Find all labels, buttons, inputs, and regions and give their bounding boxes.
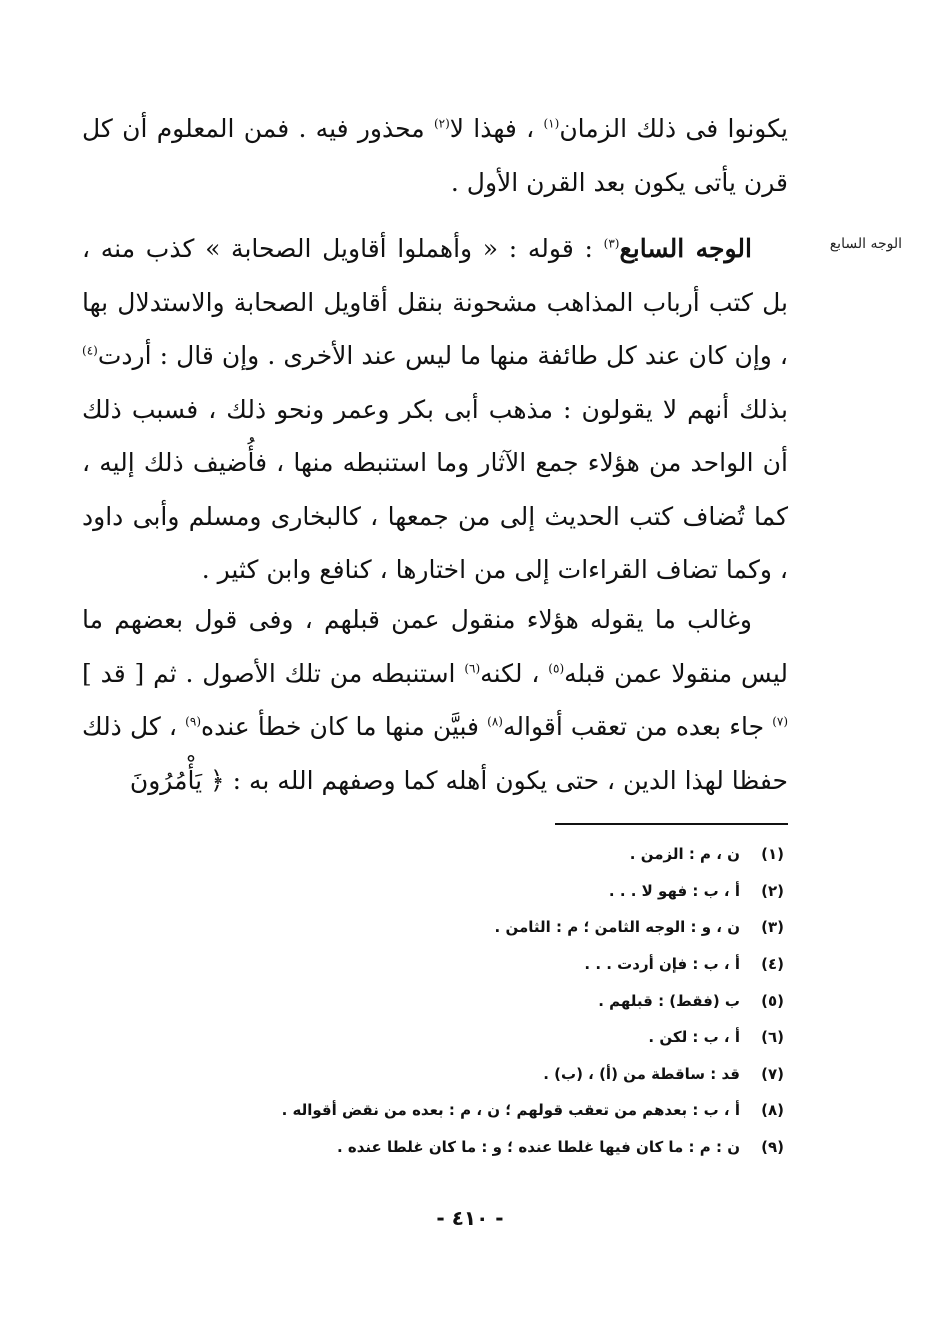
paragraph-1-text bbox=[82, 102, 788, 209]
footnote-ref: (٣) bbox=[603, 236, 620, 251]
footnote-text: ن : م : ما كان فيها غلطا عنده ؛ و : ما كان غلطا عنده . bbox=[336, 1138, 740, 1157]
footnote-number: (٦) bbox=[761, 1028, 784, 1047]
text-run: ، لكنه bbox=[480, 658, 540, 688]
text-run: يكونوا فى ذلك الزمان bbox=[559, 114, 788, 143]
text-run: : قوله : « وأهملوا أقاويل الصحابة » كذب منه ، بل كتب أرباب المذاهب مشحونة بنقل أقاويل الصحابة والاستدلال بها ، وإن كان عند كل طائفة منها ما ليس عند الأخرى . وإن قال : أردت bbox=[82, 234, 788, 370]
section-lead: الوجه السابع bbox=[619, 234, 752, 263]
footnote-item bbox=[140, 909, 784, 946]
footnote-number: (٢) bbox=[761, 881, 784, 900]
footnote-text: أ ، ب : فهو لا . . . bbox=[608, 881, 740, 900]
footnote-ref: (٦) bbox=[464, 661, 481, 676]
paragraph-2 bbox=[82, 222, 788, 597]
footnote-number: (٥) bbox=[761, 991, 784, 1010]
footnote-number: (٩) bbox=[761, 1138, 784, 1157]
paragraph-3 bbox=[82, 593, 788, 807]
footnote-ref: (٤) bbox=[82, 343, 98, 358]
margin-note: الوجه السابع bbox=[829, 236, 902, 252]
footnote-text: ن ، و : الوجه الثامن ؛ م : الثامن . bbox=[494, 918, 740, 937]
footnote-number: (٨) bbox=[761, 1101, 784, 1120]
text-run: وغالب ما يقوله هؤلاء منقول عمن قبلهم ، وفى قول بعضهم ما ليس منقولا عمن قبله bbox=[82, 605, 788, 688]
footnote-item bbox=[140, 946, 784, 983]
footnote-item bbox=[140, 1056, 784, 1093]
footnote-text: أ ، ب : بعدهم من تعقب قولهم ؛ ن ، م : بعده من نقض أقواله . bbox=[281, 1101, 740, 1120]
footnote-ref: (١) bbox=[543, 116, 560, 131]
text-run: جاء بعده من تعقب أقواله bbox=[502, 712, 765, 741]
footnote-text: ب (فقط) : قبلهم . bbox=[598, 991, 740, 1010]
text-run: فبيَّن منها ما كان خطأ عنده bbox=[201, 712, 479, 741]
footnote-item bbox=[140, 1129, 784, 1166]
footnote-item bbox=[140, 1092, 784, 1129]
footnote-ref: (٢) bbox=[433, 116, 450, 131]
paragraph-1 bbox=[82, 102, 788, 209]
footnote-item bbox=[140, 982, 784, 1019]
footnote-text: ن ، م : الزمن . bbox=[629, 845, 740, 864]
paragraph-3-text bbox=[82, 593, 788, 807]
text-run: محذور فيه . فمن المعلوم أن كل قرن يأتى يكون بعد القرن الأول . bbox=[82, 114, 788, 197]
footnote-text: قد : ساقطة من (أ) ، (ب) . bbox=[543, 1064, 740, 1083]
footnote-ref: (٥) bbox=[548, 661, 565, 676]
text-run: ، كل ذلك حفظا لهذا الدين ، حتى يكون أهله كما وصفهم الله به : ﴿ يَأْمُرُونَ bbox=[82, 712, 788, 795]
page-number: - ٤١٠ - bbox=[436, 1206, 504, 1230]
footnote-item bbox=[140, 873, 784, 910]
footnote-ref: (٧) bbox=[772, 714, 789, 729]
text-run: ، فهذا لا bbox=[449, 114, 535, 143]
footnote-number: (٣) bbox=[761, 918, 784, 937]
footnote-number: (٧) bbox=[761, 1064, 784, 1083]
footnote-text: أ ، ب : لكن . bbox=[648, 1028, 740, 1047]
footnote-item bbox=[140, 836, 784, 873]
footnote-ref: (٨) bbox=[487, 714, 503, 729]
text-run: بذلك أنهم لا يقولون : مذهب أبى بكر وعمر ونحو ذلك ، فسبب ذلك أن الواحد من هؤلاء جمع الآثار وما استنبطه منها ، فأُضيف ذلك إليه ، كما تُضاف كتب الحديث إلى من جمعها ، كالبخارى ومسلم وأبى داود ، وكما تضاف القراءات إلى من اختارها ، كنافع وابن كثير . bbox=[82, 394, 788, 584]
text-run: استنبطه من تلك الأصول . ثم [ قد ] bbox=[82, 658, 456, 688]
footnote-item bbox=[140, 1019, 784, 1056]
footnote-number: (٤) bbox=[761, 955, 784, 974]
footnote-divider bbox=[555, 823, 788, 825]
footnote-ref: (٩) bbox=[185, 714, 201, 729]
paragraph-2-text bbox=[82, 222, 788, 597]
footnote-text: أ ، ب : فإن أردت . . . bbox=[584, 955, 740, 974]
footnotes-list bbox=[140, 836, 784, 1165]
footnote-number: (١) bbox=[761, 845, 784, 864]
